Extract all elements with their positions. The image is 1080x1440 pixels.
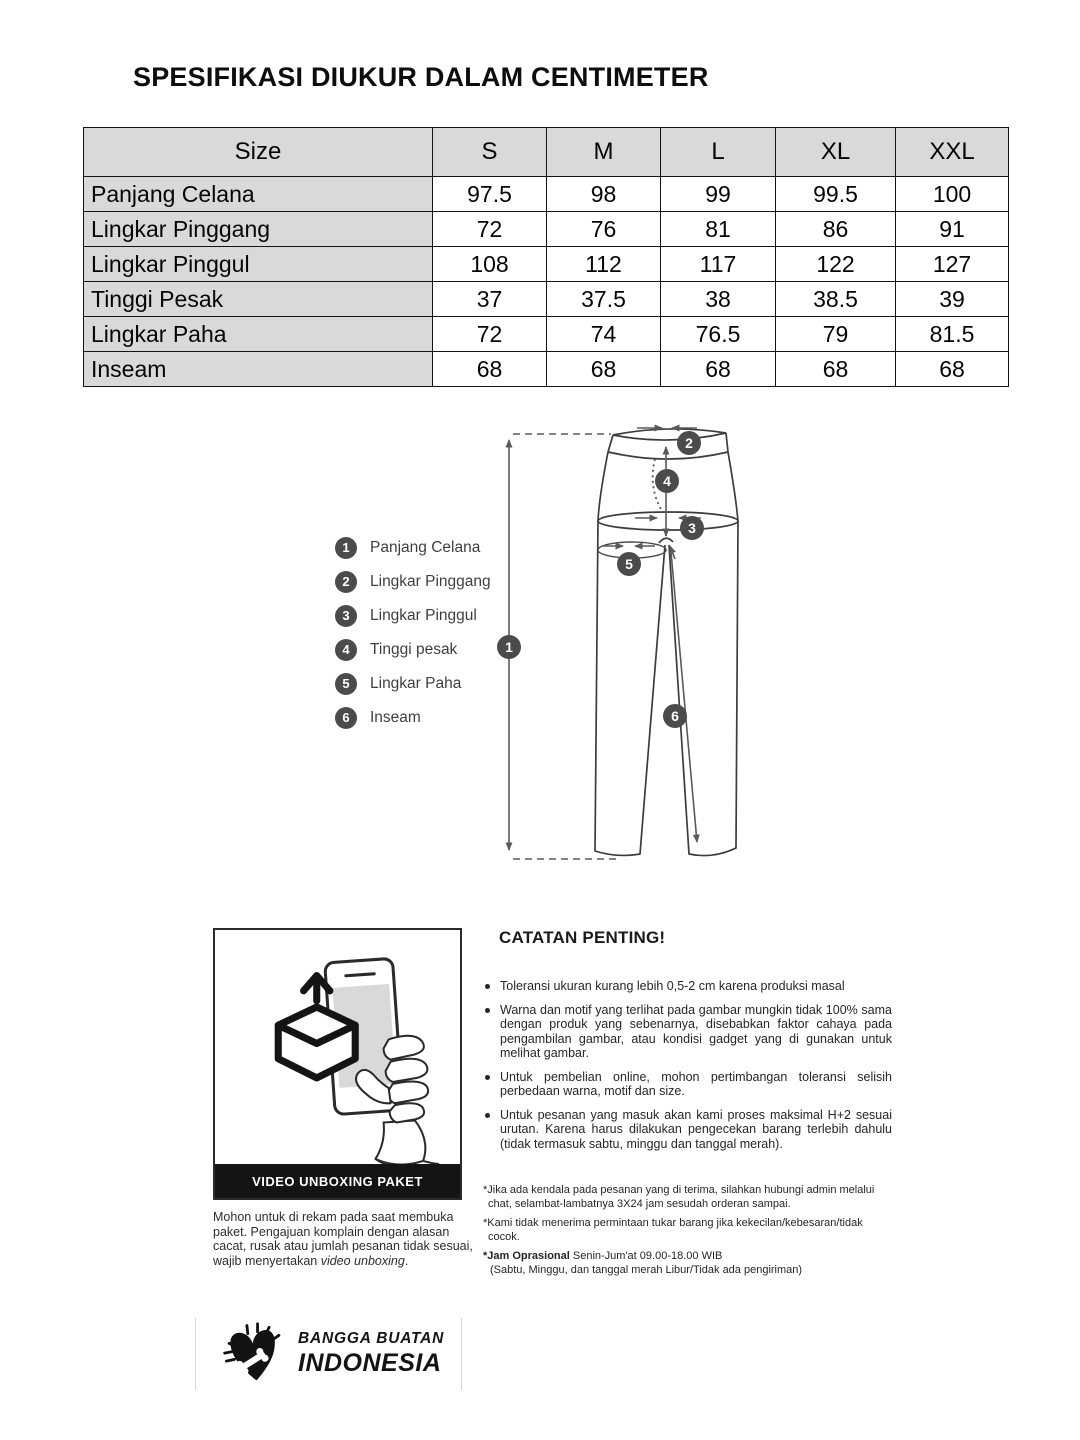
bullet-dot: [485, 1075, 490, 1080]
cell: 38: [661, 282, 776, 317]
logo-line2: INDONESIA: [298, 1349, 442, 1377]
bullet-text: Toleransi ukuran kurang lebih 0,5-2 cm karena produksi masal: [500, 979, 845, 993]
table-row: [84, 177, 1009, 212]
hours-label: *Jam Oprasional: [483, 1250, 570, 1262]
legend-label: Inseam: [370, 709, 421, 726]
cell: 100: [896, 177, 1009, 212]
cell: 68: [896, 352, 1009, 387]
footnote: *Jika ada kendala pada pesanan yang di terima, silahkan hubungi admin melalui chat, selambat-lambatnya 3X24 jam sesudah orderan sampai.: [483, 1184, 875, 1210]
table-row: [84, 352, 1009, 387]
cell: 76: [547, 212, 661, 247]
pants-outline-drawing: [485, 412, 795, 877]
cell: 68: [661, 352, 776, 387]
legend-item: [335, 633, 491, 667]
diagram-marker-2: 2: [677, 431, 701, 455]
cell: 127: [896, 247, 1009, 282]
footnote-hours: [483, 1250, 895, 1277]
legend-label: Lingkar Paha: [370, 675, 462, 692]
row-label: Lingkar Pinggang: [84, 212, 433, 247]
legend-item: [335, 565, 491, 599]
legend-label: Tinggi pesak: [370, 641, 458, 658]
cell: 72: [433, 212, 547, 247]
cell: 108: [433, 247, 547, 282]
cell: 81.5: [896, 317, 1009, 352]
bullet-item: [483, 979, 895, 994]
cell: 68: [776, 352, 896, 387]
legend-number-badge: 3: [335, 605, 357, 627]
legend-label: Lingkar Pinggul: [370, 607, 477, 624]
unboxing-banner: VIDEO UNBOXING PAKET: [215, 1164, 460, 1198]
row-label: Lingkar Paha: [84, 317, 433, 352]
legend-item: [335, 531, 491, 565]
cell: 38.5: [776, 282, 896, 317]
row-label: Inseam: [84, 352, 433, 387]
unboxing-note-italic: video unboxing: [320, 1253, 405, 1268]
page-title: SPESIFIKASI DIUKUR DALAM CENTIMETER: [133, 62, 709, 92]
cell: 72: [433, 317, 547, 352]
col-header-s: S: [433, 128, 547, 177]
bullet-dot: [485, 984, 490, 989]
bangga-buatan-indonesia-logo: [195, 1318, 462, 1390]
bullet-item: [483, 1108, 895, 1152]
diagram-marker-5: 5: [617, 552, 641, 576]
cell: 37: [433, 282, 547, 317]
legend-item: [335, 599, 491, 633]
cell: 122: [776, 247, 896, 282]
footnotes: [483, 1184, 895, 1277]
legend-label: Lingkar Pinggang: [370, 573, 491, 590]
cell: 76.5: [661, 317, 776, 352]
footnote: *Kami tidak menerima permintaan tukar barang jika kekecilan/kebesaran/tidak cocok.: [483, 1217, 863, 1243]
legend-number-badge: 4: [335, 639, 357, 661]
cell: 91: [896, 212, 1009, 247]
important-notes: [483, 928, 895, 1283]
unboxing-note-period: .: [404, 1253, 409, 1268]
legend-item: [335, 701, 491, 735]
cell: 79: [776, 317, 896, 352]
table-row: [84, 317, 1009, 352]
size-table-header-row: [84, 128, 1009, 177]
col-header-xxl: XXL: [896, 128, 1009, 177]
bullet-text: Untuk pesanan yang masuk akan kami proses maksimal H+2 sesuai urutan. Karena harus dilakukan pengecekan barang terlebih dahulu (tidak termasuk sabtu, minggu dan tanggal merah).: [500, 1107, 892, 1151]
heart-rays-icon: [222, 1318, 286, 1390]
cell: 99: [661, 177, 776, 212]
hours-line2: (Sabtu, Minggu, dan tanggal merah Libur/Tidak ada pengiriman): [490, 1263, 803, 1276]
diagram-marker-4: 4: [655, 469, 679, 493]
row-label: Lingkar Pinggul: [84, 247, 433, 282]
diagram-marker-3: 3: [680, 516, 704, 540]
diagram-marker-1: 1: [497, 635, 521, 659]
legend-item: [335, 667, 491, 701]
bullet-text: Warna dan motif yang terlihat pada gambar mungkin tidak 100% sama dengan produk yang sebenarnya, disebabkan faktor cahaya pada pengambilan gambar, atau kondisi gadget yang di gunakan untuk melihat gambar.: [500, 1002, 892, 1060]
cell: 37.5: [547, 282, 661, 317]
table-row: [84, 282, 1009, 317]
bullet-dot: [485, 1008, 490, 1013]
notes-heading: CATATAN PENTING!: [499, 928, 666, 947]
col-header-l: L: [661, 128, 776, 177]
col-header-xl: XL: [776, 128, 896, 177]
size-table: [83, 127, 1009, 387]
col-header-m: M: [547, 128, 661, 177]
table-row: [84, 247, 1009, 282]
logo-text: [298, 1330, 444, 1378]
cell: 112: [547, 247, 661, 282]
bullet-text: Untuk pembelian online, mohon pertimbangan toleransi selisih perbedaan warna, motif dan size.: [500, 1069, 892, 1098]
unboxing-illustration: [215, 930, 460, 1164]
video-unboxing-card: [213, 928, 462, 1200]
unboxing-note: [213, 1210, 481, 1268]
cell: 68: [433, 352, 547, 387]
cell: 81: [661, 212, 776, 247]
legend-number-badge: 2: [335, 571, 357, 593]
legend-number-badge: 6: [335, 707, 357, 729]
legend-label: Panjang Celana: [370, 539, 481, 556]
pants-measurement-diagram: [485, 412, 795, 877]
cell: 99.5: [776, 177, 896, 212]
unboxing-note-text: Mohon untuk di rekam pada saat membuka paket. Pengajuan komplain dengan alasan cacat, rusak atau jumlah pesanan tidak sesuai, wajib menyertakan: [213, 1210, 473, 1268]
cell: 98: [547, 177, 661, 212]
table-row: [84, 212, 1009, 247]
bullet-item: [483, 1003, 895, 1061]
diagram-marker-6: 6: [663, 704, 687, 728]
measurement-legend: [335, 531, 491, 735]
cell: 97.5: [433, 177, 547, 212]
cell: 68: [547, 352, 661, 387]
row-label: Panjang Celana: [84, 177, 433, 212]
row-label: Tinggi Pesak: [84, 282, 433, 317]
notes-bullet-list: [483, 979, 895, 1151]
bullet-dot: [485, 1113, 490, 1118]
col-header-size: Size: [84, 128, 433, 177]
legend-number-badge: 5: [335, 673, 357, 695]
cell: 86: [776, 212, 896, 247]
bullet-item: [483, 1070, 895, 1099]
cell: 117: [661, 247, 776, 282]
legend-number-badge: 1: [335, 537, 357, 559]
logo-line1: BANGGA BUATAN: [298, 1330, 445, 1347]
cell: 74: [547, 317, 661, 352]
cell: 39: [896, 282, 1009, 317]
hours-value: Senin-Jum'at 09.00-18.00 WIB: [569, 1250, 723, 1262]
